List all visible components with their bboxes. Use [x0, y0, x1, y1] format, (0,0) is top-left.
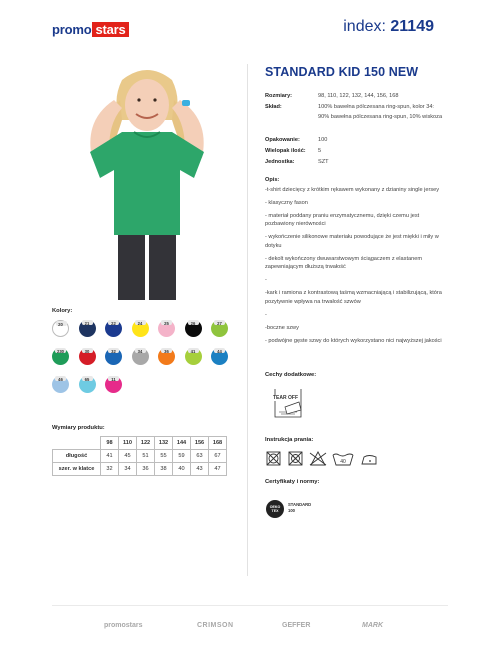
table-cell: 59: [173, 450, 191, 463]
table-corner: [53, 437, 101, 450]
oeko-tex-icon: OEKO TEX: [266, 500, 284, 518]
spec-value: 100: [318, 137, 328, 143]
color-code: 22: [111, 321, 116, 326]
footer-logo-crimson: CRIMSON: [197, 622, 234, 629]
color-code: 34: [137, 349, 143, 354]
wash-temp-label: 40: [340, 459, 346, 465]
color-swatch: [79, 376, 96, 393]
oeko-tex-badge: [266, 500, 336, 526]
size-header-row: [53, 437, 227, 450]
product-title: STANDARD KID 150 NEW: [265, 65, 419, 79]
sizes-heading: Wymiary produktu:: [52, 425, 105, 431]
logo-promo-text: promo: [52, 22, 92, 37]
color-code: 26: [190, 321, 196, 326]
table-cell: 32: [101, 463, 119, 476]
washing-heading: Instrukcja prania:: [265, 437, 314, 443]
wash-40-icon: [333, 454, 353, 465]
color-code: 36: [164, 349, 169, 354]
spec-value: SZT: [318, 159, 329, 165]
description-heading: Opis:: [265, 177, 280, 183]
size-table: [52, 436, 227, 476]
size-column-header: 98: [101, 437, 119, 450]
table-cell: 41: [101, 450, 119, 463]
description-line: - wykończenie silikonowe materiału powodujące że jest miękki i miły w dotyku: [265, 234, 439, 249]
color-code: 20: [58, 322, 63, 327]
color-code: 11: [111, 377, 116, 382]
color-code: 46: [58, 377, 63, 382]
table-cell: 51: [137, 450, 155, 463]
spec-key: Rozmiary:: [265, 93, 293, 99]
description-line: -kark i ramiona z kontrastową taśmą wzmacniającą i stabilizującą, która pozytywnie wpływa na trwałość szwów: [265, 290, 442, 305]
footer-logo-promostars: promostars: [104, 622, 143, 629]
table-row: [53, 463, 227, 476]
index-label: index:: [343, 18, 386, 35]
colors-heading: Kolory:: [52, 308, 73, 314]
description-line: - podwójne gęste szwy do których wykorzystano nici najwyższej jakości: [265, 337, 442, 344]
no-dryer-icon: [289, 452, 302, 465]
row-label: szer. w klatce: [53, 463, 101, 476]
row-label: długość: [53, 450, 101, 463]
color-code: 41: [190, 349, 196, 354]
size-column-header: 156: [191, 437, 209, 450]
spec-value: 5: [318, 148, 322, 154]
certificates-heading: Certyfikaty i normy:: [265, 479, 320, 485]
table-cell: 63: [191, 450, 209, 463]
color-swatch: [79, 348, 96, 365]
table-cell: 47: [209, 463, 227, 476]
description-line: - dekolt wykończony dwuwarstwowym ściągaczem z elastanem zapewniającym dłuższą trwałość: [265, 255, 422, 271]
table-cell: 34: [119, 463, 137, 476]
size-column-header: 144: [173, 437, 191, 450]
table-cell: 43: [191, 463, 209, 476]
size-column-header: 168: [209, 437, 227, 450]
tear-off-label: TEAR OFF: [273, 395, 298, 401]
table-cell: 45: [119, 450, 137, 463]
color-swatch: [105, 376, 122, 393]
description-line: -t-shirt dziecięcy z krótkim rękawem wykonany z dzianiny single jersey: [265, 186, 440, 193]
color-swatch: [185, 348, 202, 365]
no-tumble-dry-icon: [267, 452, 280, 465]
footer-logo-geffer: GEFFER: [282, 622, 311, 629]
footer-divider: [52, 605, 448, 606]
color-swatch: [105, 348, 122, 365]
spec-key: Wielopak ilość:: [265, 148, 306, 154]
color-swatches: [52, 320, 242, 400]
table-cell: 36: [137, 463, 155, 476]
spec-key: Skład:: [265, 104, 282, 110]
color-swatch: [105, 320, 122, 337]
spec-value: 100% bawełna pólczesana ring-spun, kolor 34: 90% bawełna pólczesana ring-spun, 10% wiskoza: [318, 104, 443, 120]
product-description: [265, 176, 445, 350]
promostars-logo: [52, 22, 129, 37]
color-swatch: [185, 320, 202, 337]
color-swatch: [158, 320, 175, 337]
color-code: 65: [84, 377, 90, 382]
table-cell: 40: [173, 463, 191, 476]
size-column-header: 110: [119, 437, 137, 450]
color-swatch: [211, 320, 228, 337]
color-code: 25: [164, 321, 169, 326]
color-code: 30: [84, 349, 90, 354]
table-cell: 67: [209, 450, 227, 463]
table-row: [53, 450, 227, 463]
size-column-header: 122: [137, 437, 155, 450]
cert-standard-label: STANDARD: [288, 502, 312, 507]
description-line: -: [265, 311, 267, 318]
color-swatch: [132, 320, 149, 337]
color-swatch: [158, 348, 175, 365]
index-value: 21149: [390, 18, 434, 35]
washing-icons: [266, 451, 381, 467]
description-line: - klasyczny fason: [265, 199, 308, 206]
features-heading: Cechy dodatkowe:: [265, 372, 317, 378]
spec-key: Jednostka:: [265, 159, 295, 165]
color-code: 21: [84, 321, 90, 326]
no-bleach-icon: [310, 452, 326, 465]
cert-number-label: 100: [288, 508, 295, 513]
spec-key: Opakowanie:: [265, 137, 300, 143]
color-code: 27: [217, 321, 222, 326]
color-code: 44: [217, 349, 222, 354]
color-swatch: [79, 320, 96, 337]
table-cell: 55: [155, 450, 173, 463]
description-line: -: [265, 277, 267, 284]
iron-icon: [362, 456, 376, 465]
color-swatch: [211, 348, 228, 365]
color-code: 24: [137, 321, 143, 326]
color-swatch: [132, 348, 149, 365]
color-code: 230: [57, 349, 64, 354]
color-code: 32: [111, 349, 116, 354]
product-index: [343, 18, 434, 36]
description-line: - materiał poddany praniu enzymatycznemu, dzięki czemu jest pozbawiony nierówności: [265, 212, 420, 228]
table-cell: 38: [155, 463, 173, 476]
column-divider: [247, 64, 248, 576]
logo-stars-text: stars: [92, 22, 128, 37]
tear-off-icon: [271, 386, 305, 420]
color-swatch: [52, 320, 69, 337]
description-line: -boczne szwy: [265, 324, 299, 331]
product-photo: [62, 60, 232, 305]
footer-logo-mark: MARK: [362, 622, 383, 629]
color-swatch: [52, 348, 69, 365]
size-column-header: 132: [155, 437, 173, 450]
spec-value: 98, 110, 122, 132, 144, 156, 168: [318, 93, 399, 99]
color-swatch: [52, 376, 69, 393]
